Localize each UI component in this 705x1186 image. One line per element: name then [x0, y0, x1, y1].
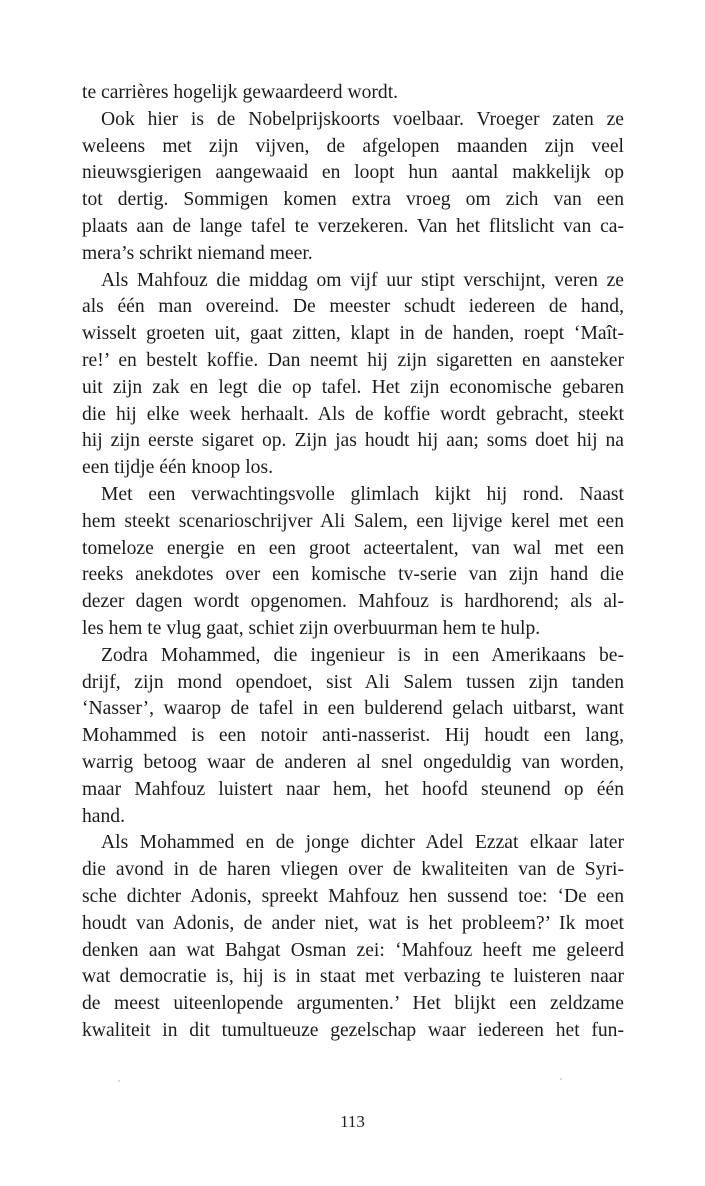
- text-line: ‘Nasser’, waarop de tafel in een bulderend gelach uitbarst, want: [82, 698, 624, 720]
- text-line: dezer dagen wordt opgenomen. Mahfouz is hardhorend; als al-: [82, 591, 624, 613]
- paragraph: [82, 482, 624, 643]
- text-line: wat democratie is, hij is in staat met verbazing te luisteren naar: [82, 966, 624, 988]
- text-line: mera’s schrikt niemand meer.: [82, 242, 313, 264]
- text-line: die avond in de haren vliegen over de kwaliteiten van de Syri-: [82, 859, 624, 881]
- text-line: maar Mahfouz luistert naar hem, het hoofd steunend op één: [82, 778, 624, 800]
- paragraph: [82, 107, 624, 268]
- text-line: reeks anekdotes over een komische tv-serie van zijn hand die: [82, 564, 624, 586]
- text-line: les hem te vlug gaat, schiet zijn overbuurman hem te hulp.: [82, 617, 541, 639]
- scan-speck: [560, 1078, 562, 1080]
- text-line: drijf, zijn mond opendoet, sist Ali Salem tussen zijn tanden: [82, 671, 624, 693]
- text-line: kwaliteit in dit tumultueuze gezelschap waar iedereen het fun-: [82, 1019, 624, 1041]
- text-line: re!’ en bestelt koffie. Dan neemt hij zijn sigaretten en aansteker: [82, 349, 624, 371]
- scan-speck: [118, 1080, 120, 1082]
- text-line: weleens met zijn vijven, de afgelopen maanden zijn veel: [82, 135, 624, 157]
- text-line: tomeloze energie en een groot acteertalent, van wal met een: [82, 537, 624, 559]
- text-line: wisselt groeten uit, gaat zitten, klapt in de handen, roept ‘Maît-: [82, 323, 624, 345]
- text-line: de meest uiteenlopende argumenten.’ Het blijkt een zeldzame: [82, 993, 624, 1015]
- text-line: tot dertig. Sommigen komen extra vroeg om zich van een: [82, 189, 624, 211]
- text-line: denken aan wat Bahgat Osman zei: ‘Mahfouz heeft me geleerd: [82, 939, 624, 961]
- page-number: 113: [340, 1112, 365, 1131]
- text-line: houdt van Adonis, de ander niet, wat is het probleem?’ Ik moet: [82, 912, 624, 934]
- paragraph: [82, 643, 624, 831]
- text-line: plaats aan de lange tafel te verzekeren. Van het flitslicht van ca-: [82, 215, 624, 237]
- paragraph: [82, 80, 624, 107]
- text-line: nieuwsgierigen aangewaaid en loopt hun aantal makkelijk op: [82, 162, 624, 184]
- text-line: Met een verwachtingsvolle glimlach kijkt hij rond. Naast: [101, 483, 624, 505]
- text-line: hij zijn eerste sigaret op. Zijn jas houdt hij aan; soms doet hij na: [82, 430, 624, 452]
- text-line: Mohammed is een notoir anti-nasserist. Hij houdt een lang,: [82, 725, 624, 747]
- text-line: als één man overeind. De meester schudt iedereen de hand,: [82, 296, 624, 318]
- text-line: Als Mohammed en de jonge dichter Adel Ezzat elkaar later: [101, 832, 624, 854]
- text-line: uit zijn zak en legt die op tafel. Het zijn economische gebaren: [82, 376, 624, 398]
- page-body: [82, 80, 624, 1045]
- text-line: hand.: [82, 805, 125, 827]
- text-line: een tijdje één knoop los.: [82, 457, 273, 479]
- text-line: sche dichter Adonis, spreekt Mahfouz hen sussend toe: ‘De een: [82, 885, 624, 907]
- text-line: Ook hier is de Nobelprijskoorts voelbaar. Vroeger zaten ze: [101, 108, 624, 130]
- paragraph: [82, 830, 624, 1044]
- text-line: te carrières hogelijk gewaardeerd wordt.: [82, 82, 399, 103]
- text-line: die hij elke week herhaalt. Als de koffie wordt gebracht, steekt: [82, 403, 624, 425]
- text-line: Zodra Mohammed, die ingenieur is in een Amerikaans be-: [101, 644, 624, 666]
- text-line: warrig betoog waar de anderen al snel ongeduldig van worden,: [82, 751, 624, 773]
- text-line: Als Mahfouz die middag om vijf uur stipt verschijnt, veren ze: [101, 269, 624, 291]
- text-line: hem steekt scenarioschrijver Ali Salem, een lijvige kerel met een: [82, 510, 624, 532]
- paragraph: [82, 268, 624, 482]
